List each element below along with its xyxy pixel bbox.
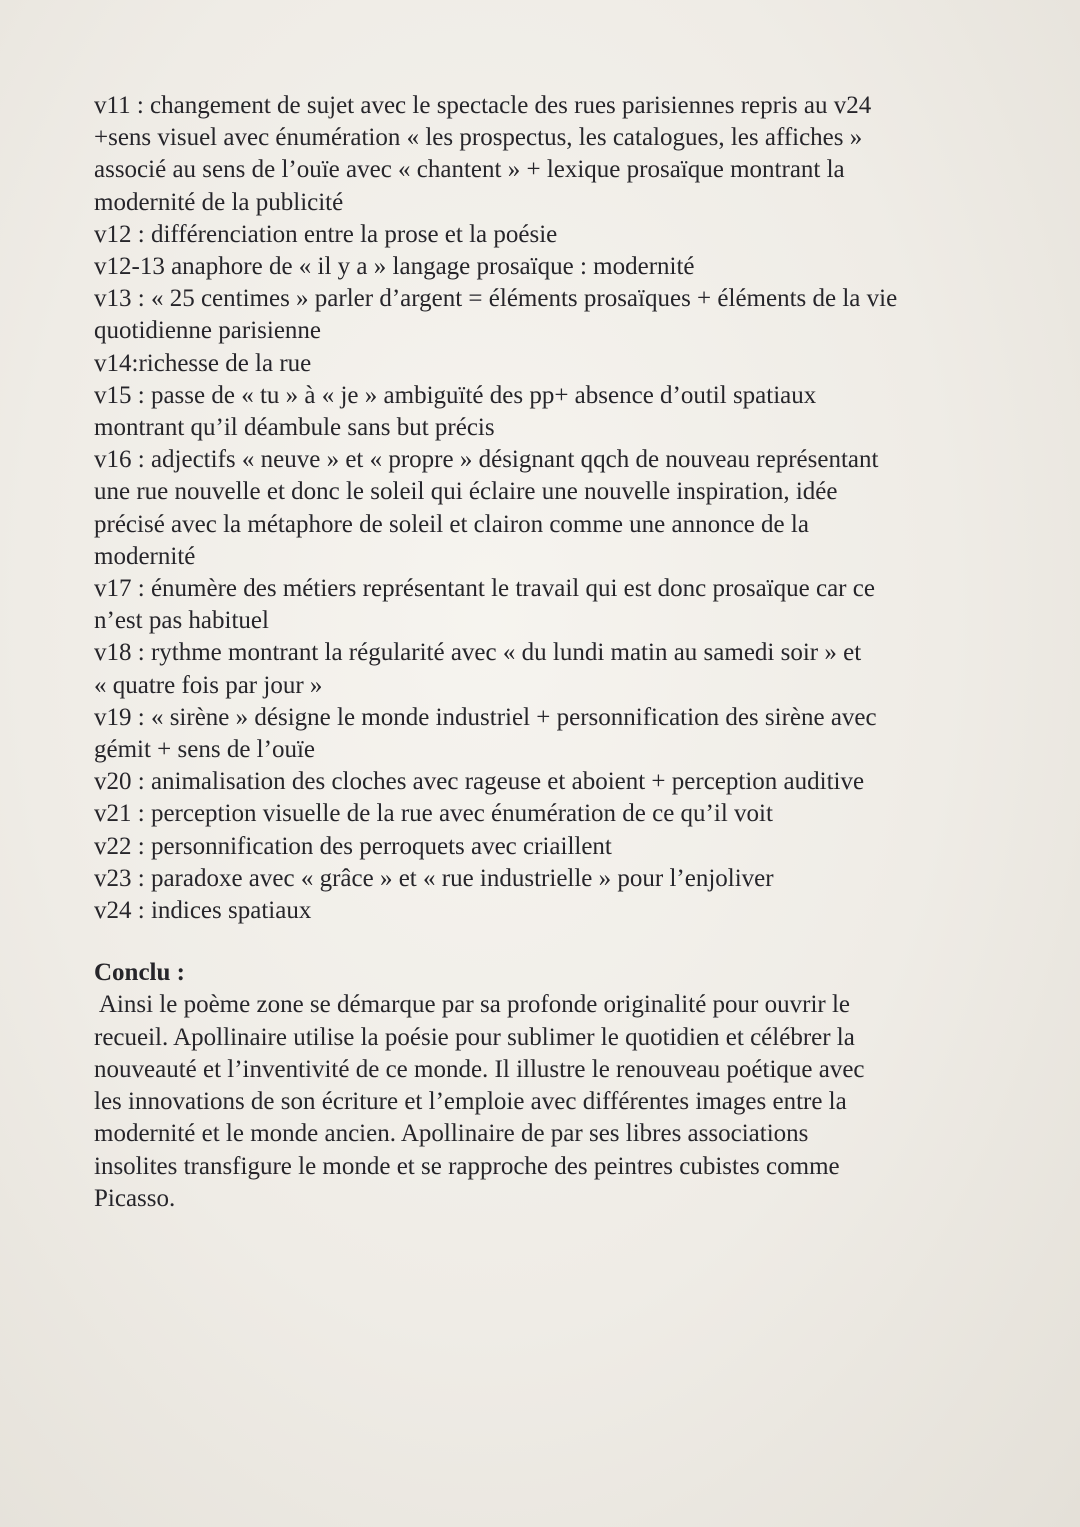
note-line: précisé avec la métaphore de soleil et clairon comme une annonce de la [94, 510, 809, 538]
conclusion-line: modernité et le monde ancien. Apollinaire de par ses libres associations [94, 1120, 809, 1148]
note-line: v17 : énumère des métiers représentant le travail qui est donc prosaïque car ce [94, 575, 875, 603]
note-line: modernité de la publicité [94, 188, 344, 216]
note-line: v12-13 anaphore de « il y a » langage prosaïque : modernité [94, 253, 695, 281]
note-line: montrant qu’il déambule sans but précis [94, 414, 495, 442]
conclusion-line: Ainsi le poème zone se démarque par sa profonde originalité pour ouvrir le [94, 991, 851, 1019]
note-line: modernité [94, 542, 196, 570]
note-line: v19 : « sirène » désigne le monde industriel + personnification des sirène avec [94, 703, 877, 731]
note-line: v18 : rythme montrant la régularité avec « du lundi matin au samedi soir » et [94, 639, 862, 667]
note-line: v21 : perception visuelle de la rue avec énumération de ce qu’il voit [94, 800, 773, 828]
note-line: v16 : adjectifs « neuve » et « propre » désignant qqch de nouveau représentant [94, 446, 879, 474]
note-line: v12 : différenciation entre la prose et la poésie [94, 220, 558, 248]
note-line: v11 : changement de sujet avec le spectacle des rues parisiennes repris au v24 [94, 92, 872, 119]
note-line: v20 : animalisation des cloches avec rageuse et aboient + perception auditive [94, 768, 865, 796]
note-line: n’est pas habituel [94, 607, 269, 635]
conclusion-line: les innovations de son écriture et l’emploie avec différentes images entre la [94, 1088, 847, 1116]
note-line: une rue nouvelle et donc le soleil qui éclaire une nouvelle inspiration, idée [94, 478, 838, 506]
note-line: v24 : indices spatiaux [94, 897, 312, 925]
conclusion-line: recueil. Apollinaire utilise la poésie pour sublimer le quotidien et célébrer la [94, 1023, 855, 1051]
conclusion-heading: Conclu : [94, 959, 185, 987]
note-line: v13 : « 25 centimes » parler d’argent = éléments prosaïques + éléments de la vie [94, 285, 898, 313]
note-line: v23 : paradoxe avec « grâce » et « rue industrielle » pour l’enjoliver [94, 864, 774, 892]
note-line: « quatre fois par jour » [94, 671, 323, 699]
conclusion-line: Picasso. [94, 1184, 176, 1212]
note-line: associé au sens de l’ouïe avec « chantent » + lexique prosaïque montrant la [94, 156, 845, 184]
note-line: +sens visuel avec énumération « les prospectus, les catalogues, les affiches » [94, 124, 863, 152]
note-line: quotidienne parisienne [94, 317, 322, 345]
document-text [94, 90, 994, 1215]
note-line: v14:richesse de la rue [94, 349, 312, 377]
note-line: v22 : personnification des perroquets avec criaillent [94, 832, 612, 860]
note-line: gémit + sens de l’ouïe [94, 736, 315, 764]
conclusion-line: nouveauté et l’inventivité de ce monde. Il illustre le renouveau poétique avec [94, 1055, 865, 1083]
section-spacer [94, 927, 994, 957]
note-line: v15 : passe de « tu » à « je » ambiguïté des pp+ absence d’outil spatiaux [94, 381, 817, 409]
conclusion-line: insolites transfigure le monde et se rapproche des peintres cubistes comme [94, 1152, 840, 1180]
